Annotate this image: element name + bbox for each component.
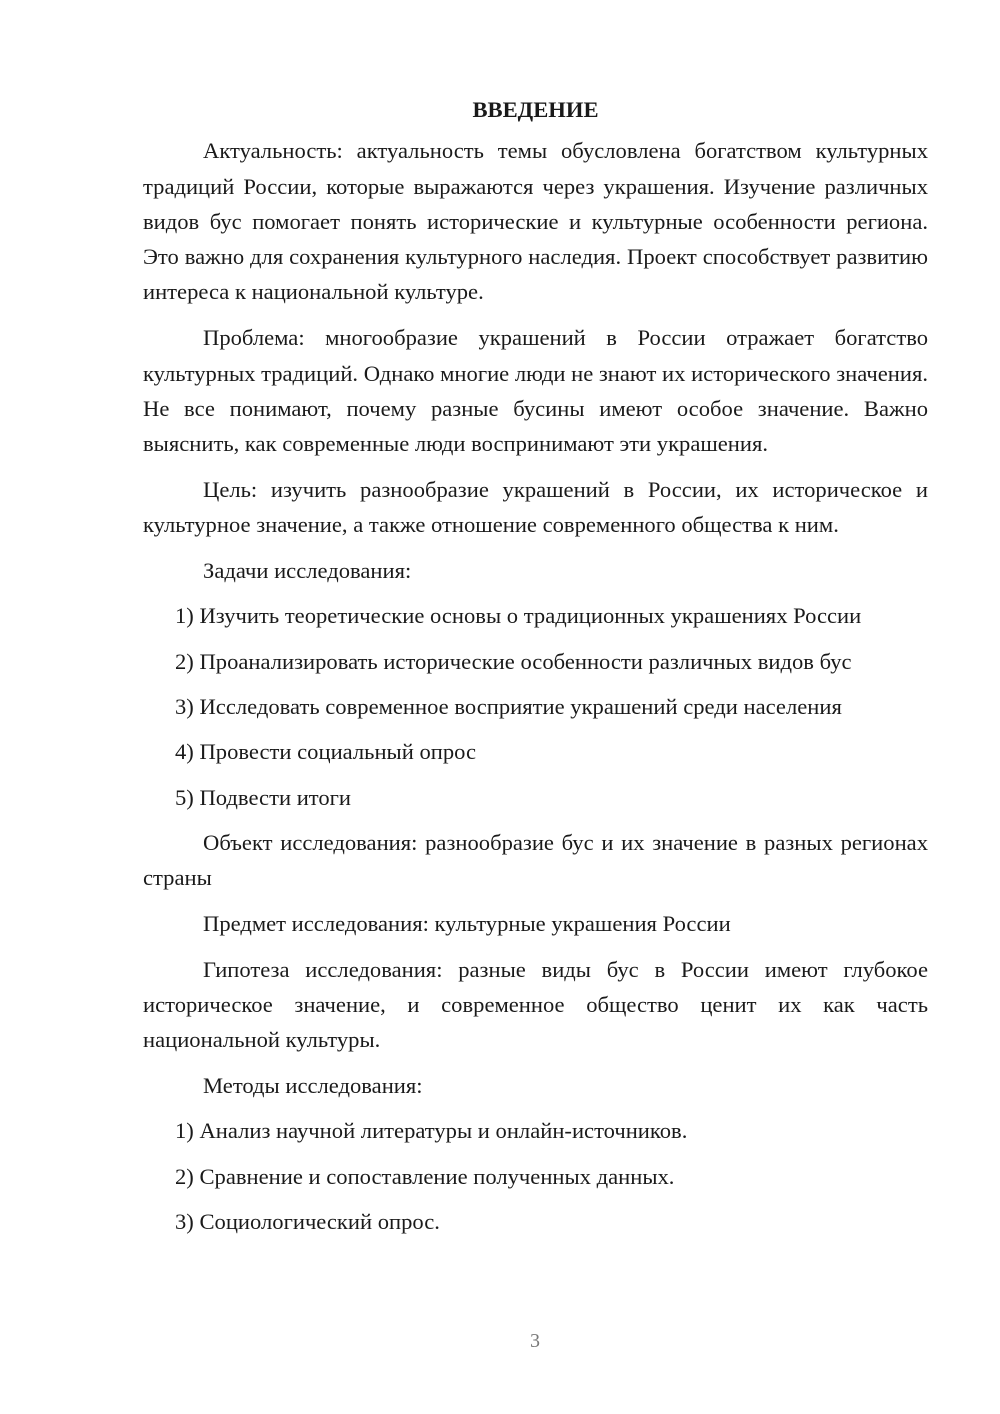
subject-paragraph: Предмет исследования: культурные украшения России [203,910,731,936]
problem-paragraph: Проблема: многообразие украшений в России отражает богатство культурных традиций. Однако многие люди не знают их исторического значения. Не все понимают, почему разные бусины имеют особое значение. Важно выяснить, как современные люди воспринимают эти украшения. [143,325,928,457]
relevance-paragraph: Актуальность: актуальность темы обусловлена богатством культурных традиций России, которые выражаются через украшения. Изучение различных видов бус помогает понять исторические и культурные особенности региона. Это важно для сохранения культурного наследия. Проект способствует развитию интереса к национальной культуре. [143,138,928,305]
document-page [143,92,928,1249]
tasks-heading: Задачи исследования: [203,558,412,584]
object-paragraph: Объект исследования: разнообразие бус и их значение в разных регионах страны [143,829,928,891]
page-number: 3 [530,1330,540,1352]
goal-paragraph: Цель: изучить разнообразие украшений в России, их историческое и культурное значение, а также отношение современного общества к ним. [143,476,928,538]
section-title: ВВЕДЕНИЕ [472,97,599,122]
task-item-1: 1) Изучить теоретические основы о традиционных украшениях России [175,603,862,629]
task-item-2: 2) Проанализировать исторические особенности различных видов бус [175,648,852,674]
method-item-1: 1) Анализ научной литературы и онлайн-источников. [175,1118,688,1144]
hypothesis-paragraph: Гипотеза исследования: разные виды бус в России имеют глубокое историческое значение, и современное общество ценит их как часть национальной культуры. [143,956,928,1053]
task-item-5: 5) Подвести итоги [175,784,352,810]
method-item-3: 3) Социологический опрос. [175,1209,440,1235]
task-item-4: 4) Провести социальный опрос [175,739,477,765]
method-item-2: 2) Сравнение и сопоставление полученных данных. [175,1163,675,1189]
task-item-3: 3) Исследовать современное восприятие украшений среди населения [175,693,842,719]
methods-heading: Методы исследования: [203,1073,423,1099]
